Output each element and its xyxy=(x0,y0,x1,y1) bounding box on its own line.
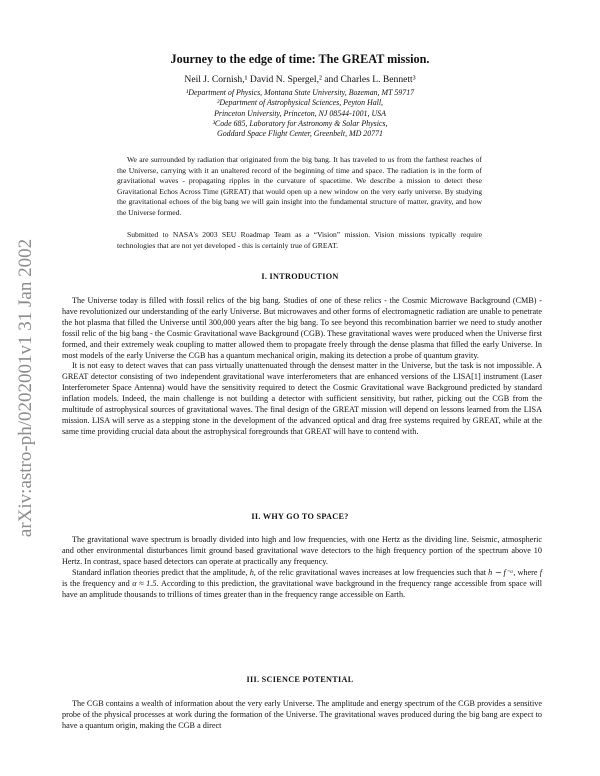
paragraph: The gravitational wave spectrum is broadly divided into high and low frequencies, with one Hertz as the dividing line. Seismic, atmospheric and other environmental disturbances limit ground based gravitational wave detectors to the high frequency portion of the spectrum above 10 Hertz. In contrast, space based detectors can operate at practically any frequency. xyxy=(62,535,542,566)
section-heading-why-space: II. WHY GO TO SPACE? xyxy=(251,512,349,521)
math-alpha-value: α ≈ 1.5 xyxy=(132,578,157,588)
paragraph: The CGB contains a wealth of information about the very early Universe. The amplitude and energy spectrum of the CGB provides a sensitive probe of the physical processes at work during the formation of the Universe. The gravitational waves produced during the big bang are expect to have a quantum origin, making the CGB a direct xyxy=(62,699,542,730)
author-list: Neil J. Cornish,¹ David N. Spergel,² and Charles L. Bennett³ xyxy=(184,74,416,85)
arxiv-identifier xyxy=(6,198,46,578)
paragraph: It is not easy to detect waves that can pass virtually unattenuated through the densest matter in the Universe, but the task is not impossible. A GREAT detector consisting of two independent gravitational wave interferometers that are enhanced versions of the LISA[1] instrument (Laser Interferometer Space Antenna) would have the sensitivity required to detect the Cosmic Gravitational wave Background predicted by standard inflation models. Indeed, the main challenge is not building a detector with sufficient sensitivity, but rather, picking out the CGB from the multitude of astrophysical sources of gravitational waves. The final design of the GREAT mission will depend on lessons learned from the LISA mission. LISA will serve as a stepping stone in the development of the advanced optical and drag free systems required by GREAT, while at the same time providing crucial data about the astrophysical foregrounds that GREAT will have to contend with. xyxy=(62,361,542,436)
section-body-introduction xyxy=(62,296,542,438)
math-scaling-relation: h ∼ f⁻ᵅ xyxy=(488,567,514,577)
section-body-science-potential xyxy=(62,699,542,732)
section-heading-science-potential: III. SCIENCE POTENTIAL xyxy=(246,675,354,684)
paper-title: Journey to the edge of time: The GREAT mission. xyxy=(170,52,430,66)
abstract xyxy=(117,155,482,251)
abstract-text: We are surrounded by radiation that originated from the big bang. It has traveled to us from the farthest reaches of the Universe, carrying with it an unaltered record of the beginning of time and space. The radiation is in the form of gravitational waves - propagating ripples in the curvature of spacetime. We describe a mission to detect these Gravitational Echos Across Time (GREAT) that would open up a new window on the very early universe. By studying the gravitational echoes of the big bang we will gain insight into the fundamental structure of matter, gravity, and how the Universe formed. xyxy=(117,155,482,217)
section-body-why-space xyxy=(62,535,542,600)
math-symbol-f: f xyxy=(539,567,542,577)
paragraph: Standard inflation theories predict that the amplitude, h, of the relic gravitational waves increases at low frequencies such that h ∼ f⁻ᵅ, where f is the frequency and α ≈ 1.5. According to this prediction, the gravitational wave background in the frequency range accessible from space will have an amplitude thousands to trillions of times greater than in the frequency range accessible on Earth. xyxy=(62,567,543,599)
affiliation-line: ³Code 685, Laboratory for Astronomy & Solar Physics, xyxy=(212,118,388,128)
affiliation-line: ²Department of Astrophysical Sciences, Peyton Hall, xyxy=(216,98,384,108)
affiliations xyxy=(0,88,600,139)
affiliation-line: Goddard Space Flight Center, Greenbelt, MD 20771 xyxy=(217,129,383,139)
submission-note: Submitted to NASA's 2003 SEU Roadmap Team as a “Vision” mission. Vision missions typically require technologies that are not yet developed - this is certainly true of GREAT. xyxy=(117,230,482,250)
paragraph: The Universe today is filled with fossil relics of the big bang. Studies of one of these relics - the Cosmic Microwave Background (CMB) - have revolutionized our understanding of the early Universe. But microwaves and other forms of electromagnetic radiation are unable to penetrate the hot plasma that filled the Universe until 300,000 years after the big bang. To see beyond this recombination barrier we need to study another fossil relic of the big bang - the Cosmic Gravitational wave Background (CGB). These gravitational waves were produced when the Universe first formed, and their extremely weak coupling to matter allowed them to propagate freely through the dense plasma that filled the early Universe. In most models of the early Universe the CGB has a quantum mechanical origin, making its detection a probe of quantum gravity. xyxy=(62,296,542,360)
affiliation-line: ¹Department of Physics, Montana State University, Bozeman, MT 59717 xyxy=(185,88,415,97)
math-symbol-h: h xyxy=(249,567,254,577)
section-heading-introduction: I. INTRODUCTION xyxy=(261,272,339,281)
arxiv-identifier-text: arXiv:astro-ph/0202001v1 31 Jan 2002 xyxy=(15,238,36,538)
affiliation-line: Princeton University, Princeton, NJ 08544-1001, USA xyxy=(214,108,386,118)
